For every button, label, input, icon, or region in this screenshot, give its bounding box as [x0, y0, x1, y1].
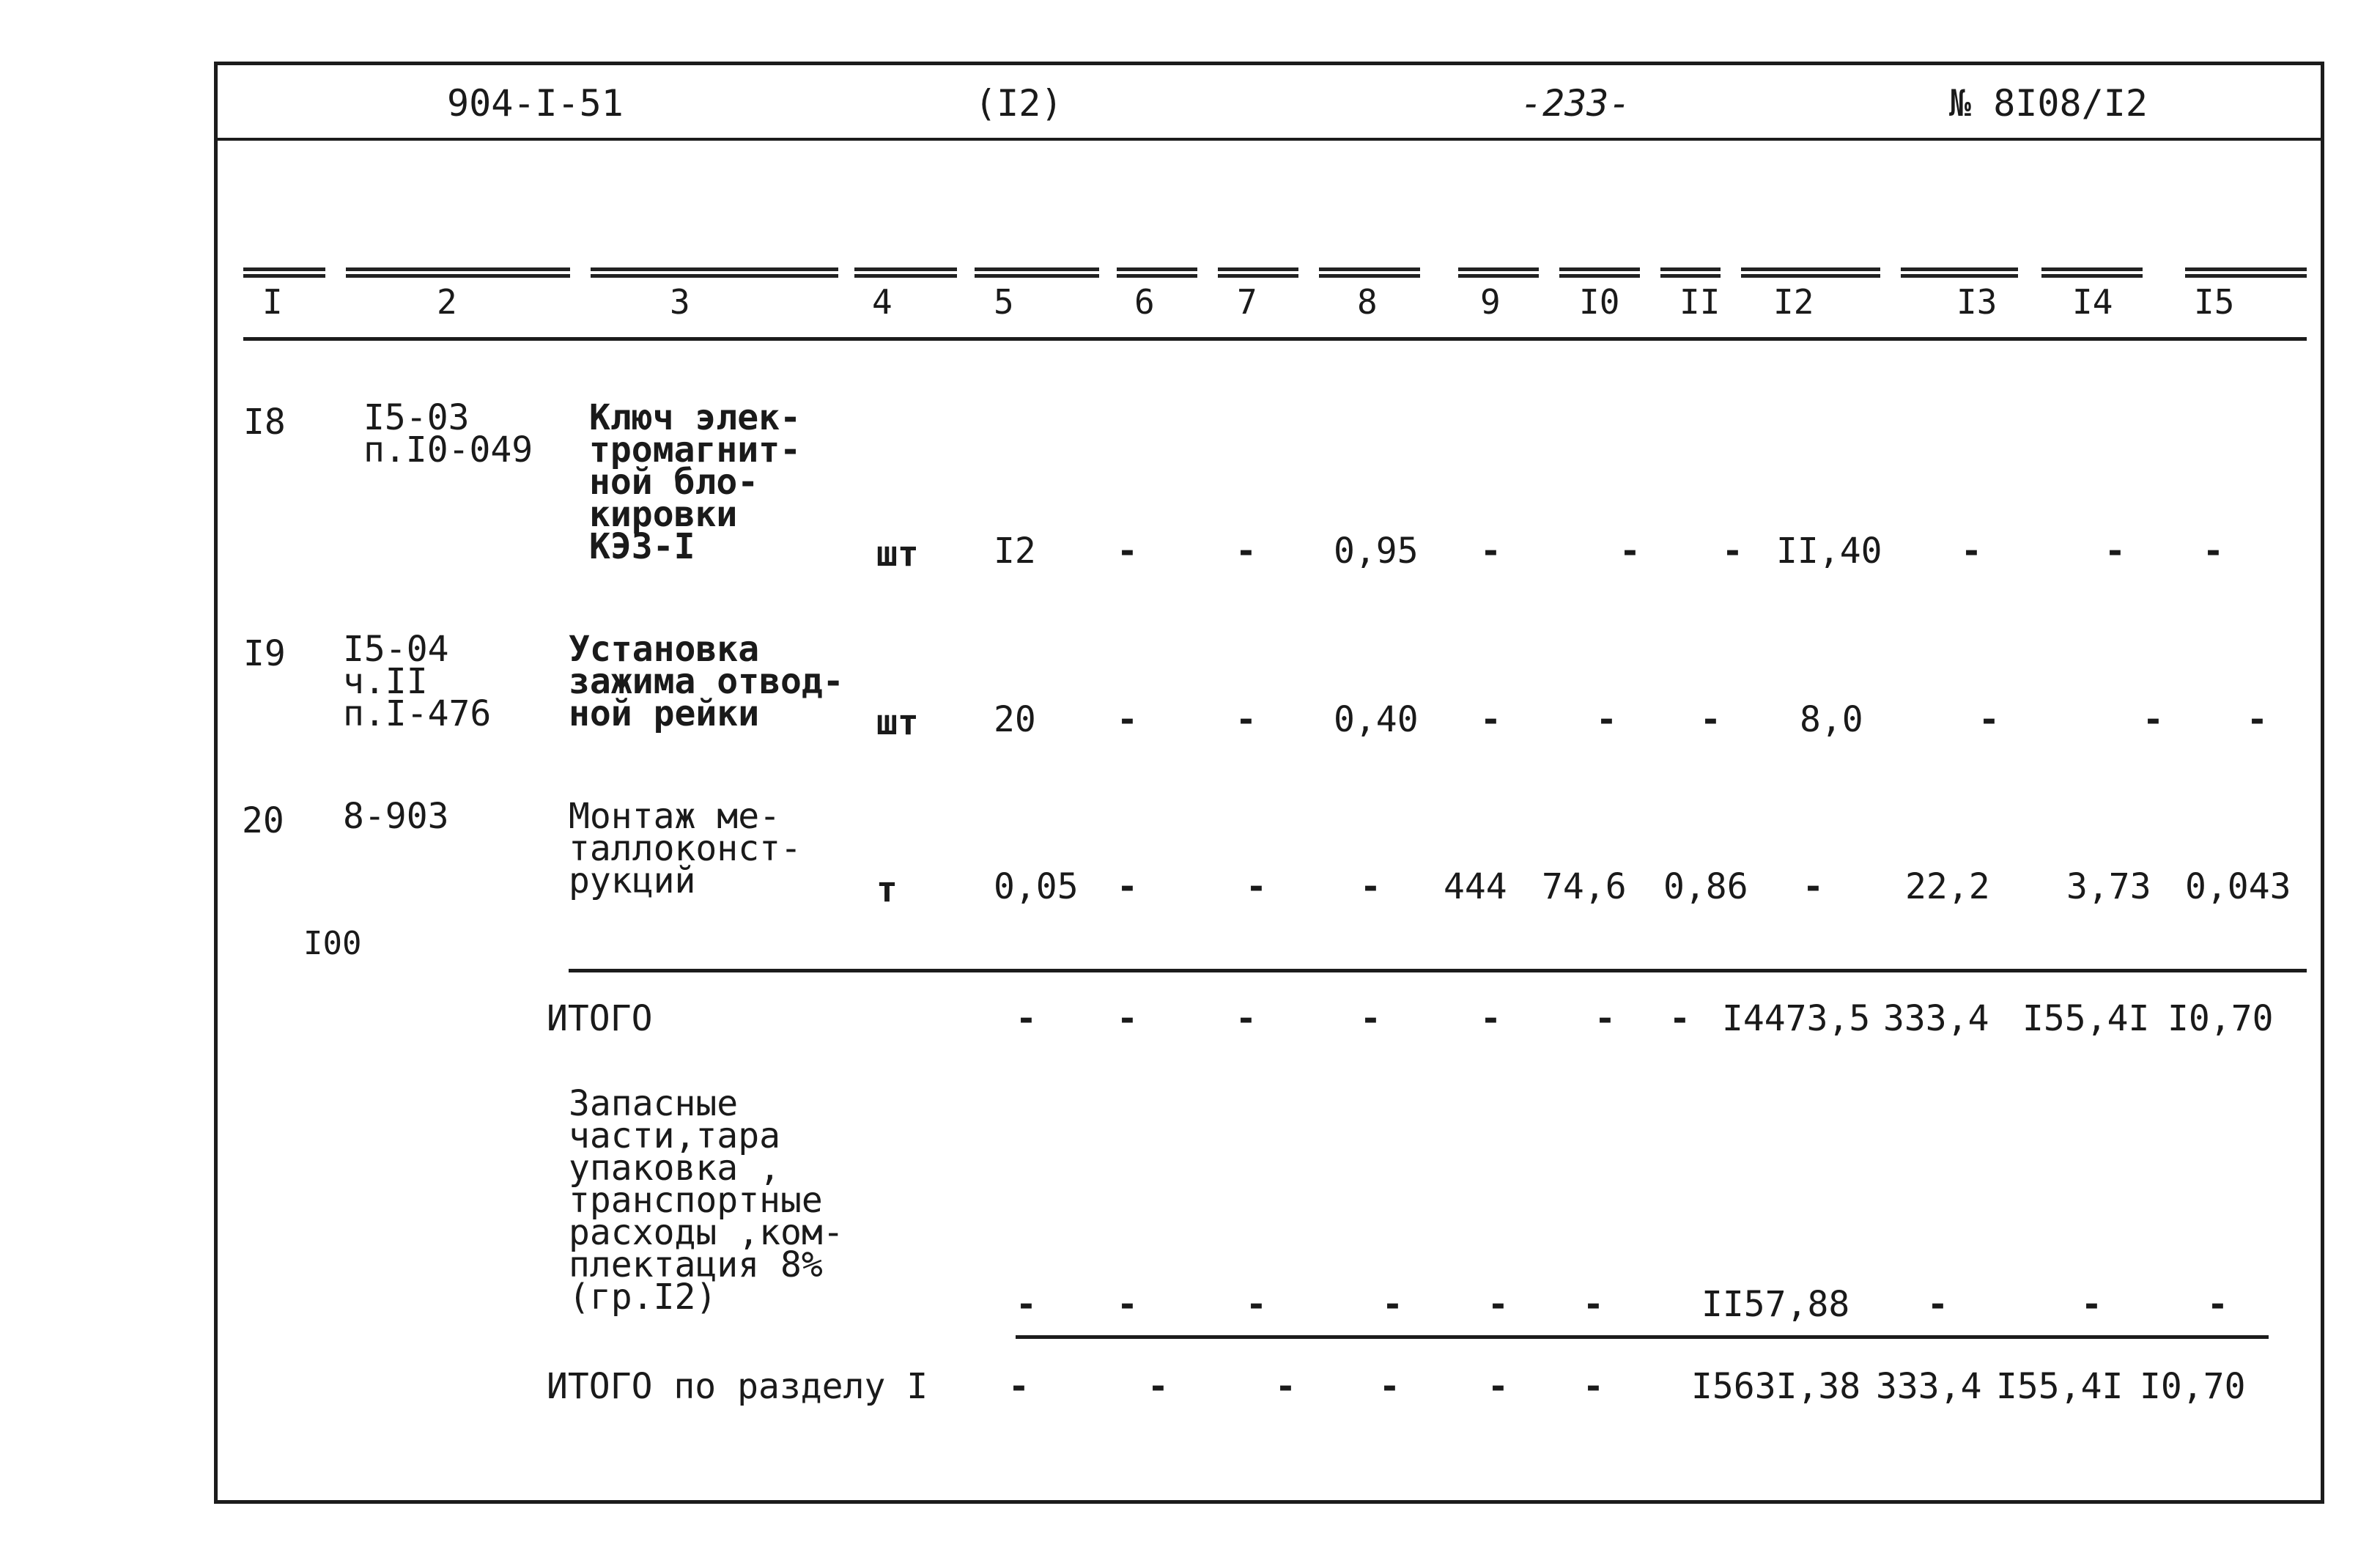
col-rule-6	[1117, 267, 1197, 278]
col-num-9: 9	[1480, 282, 1501, 322]
total-dash-6: -	[1117, 998, 1138, 1039]
section-c13: 333,4	[1876, 1366, 1982, 1407]
row-18-c13: -	[1961, 531, 1982, 572]
total-c15: I0,70	[2168, 998, 2274, 1039]
col-num-10: I0	[1579, 282, 1620, 322]
col-num-8: 8	[1357, 282, 1378, 322]
spares-dash-6: -	[1117, 1284, 1138, 1325]
row-19-c12: 8,0	[1800, 699, 1863, 740]
col-rule-14	[2041, 267, 2143, 278]
col-rule-5	[975, 267, 1099, 278]
total-c12: I4473,5	[1722, 998, 1871, 1039]
column-header-rule	[243, 337, 2307, 341]
spares-c12: II57,88	[1701, 1284, 1850, 1325]
spares-dash-8: -	[1382, 1284, 1403, 1325]
section-dash-7: -	[1275, 1366, 1296, 1407]
row-18-c6: -	[1117, 531, 1138, 572]
col-num-3: 3	[670, 282, 690, 322]
total-c14: I55,4I	[2022, 998, 2150, 1039]
row-20-code: 8-903	[343, 796, 449, 837]
row-19-c15: -	[2247, 699, 2268, 740]
section-dash-8: -	[1379, 1366, 1400, 1407]
col-num-4: 4	[872, 282, 892, 322]
col-num-15: I5	[2194, 282, 2235, 322]
total-dash-10: -	[1594, 998, 1616, 1039]
spares-label: Запасные части,тара упаковка , транспортные расходы ,ком- плектация 8% (гр.I2)	[569, 1083, 844, 1318]
section-c14: I55,4I	[1996, 1366, 2124, 1407]
row-19-num: I9	[243, 633, 286, 674]
col-rule-7	[1218, 267, 1298, 278]
col-num-6: 6	[1134, 282, 1155, 322]
row-18-c10: -	[1619, 531, 1641, 572]
col-rule-9	[1458, 267, 1539, 278]
row-20-name: Монтаж ме- таллоконст- рукций	[569, 796, 802, 901]
section-total-rule	[1016, 1335, 2269, 1339]
row-19-code: I5-04 ч.II п.I-476	[343, 629, 492, 734]
row-19-c7: -	[1235, 699, 1257, 740]
row-20-c15: 0,043	[2185, 866, 2291, 907]
col-num-2: 2	[437, 282, 457, 322]
col-rule-2	[346, 267, 570, 278]
col-rule-8	[1319, 267, 1420, 278]
col-rule-12	[1741, 267, 1880, 278]
row-19-c9: -	[1480, 699, 1501, 740]
margin-note: I00	[303, 925, 362, 962]
col-rule-4	[854, 267, 957, 278]
row-18-num: I8	[243, 402, 286, 443]
col-rule-1	[243, 267, 325, 278]
section-c12: I563I,38	[1691, 1366, 1861, 1407]
col-rule-10	[1559, 267, 1640, 278]
spares-dash-7: -	[1246, 1284, 1267, 1325]
spares-dash-10: -	[1583, 1284, 1604, 1325]
section-dash-6: -	[1148, 1366, 1169, 1407]
section-c15: I0,70	[2140, 1366, 2246, 1407]
col-num-13: I3	[1956, 282, 1998, 322]
row-18-c15: -	[2203, 531, 2224, 572]
row-18-c9: -	[1480, 531, 1501, 572]
row-18-c11: -	[1722, 531, 1743, 572]
row-19-c13: -	[1978, 699, 2000, 740]
row-20-num: 20	[242, 800, 284, 841]
row-18-unit: шт	[876, 534, 919, 575]
row-18-c7: -	[1235, 531, 1257, 572]
sheet-number: (I2)	[975, 82, 1063, 125]
row-19-c10: -	[1596, 699, 1617, 740]
col-rule-3	[591, 267, 838, 278]
row-20-c10: 74,6	[1542, 866, 1627, 907]
row-20-c6: -	[1117, 866, 1138, 907]
page-number: -233-	[1520, 82, 1631, 125]
row-20-c11: 0,86	[1663, 866, 1748, 907]
subtotal-rule	[569, 969, 2307, 972]
row-19-c8: 0,40	[1334, 699, 1419, 740]
album-number: № 8I08/I2	[1949, 82, 2148, 125]
row-18-c14: -	[2104, 531, 2126, 572]
col-rule-13	[1901, 267, 2018, 278]
total-dash-8: -	[1360, 998, 1381, 1039]
row-19-name: Установка зажима отвод- ной рейки	[569, 629, 844, 734]
row-20-unit: т	[876, 869, 898, 910]
section-total-label: ИТОГО по разделу I	[547, 1366, 928, 1407]
total-dash-11: -	[1669, 998, 1690, 1039]
row-20-c13: 22,2	[1905, 866, 1990, 907]
col-num-1: I	[262, 282, 283, 322]
header-divider	[218, 138, 2321, 141]
row-19-c11: -	[1700, 699, 1721, 740]
row-20-c5: 0,05	[994, 866, 1079, 907]
row-18-c12: II,40	[1776, 531, 1882, 572]
col-num-11: II	[1679, 282, 1721, 322]
section-dash-9: -	[1488, 1366, 1509, 1407]
row-18-c5: I2	[994, 531, 1036, 572]
row-20-c14: 3,73	[2066, 866, 2151, 907]
row-20-c7: -	[1246, 866, 1267, 907]
total-c13: 333,4	[1883, 998, 1989, 1039]
spares-dash-9: -	[1488, 1284, 1509, 1325]
row-20-c12: -	[1803, 866, 1824, 907]
row-20-c8: -	[1360, 866, 1381, 907]
total-dash-9: -	[1480, 998, 1501, 1039]
row-18-c8: 0,95	[1334, 531, 1419, 572]
col-rule-15	[2185, 267, 2307, 278]
row-18-name: Ключ элек- тромагнит- ной бло- кировки КЭЗ-I	[589, 397, 801, 567]
spares-c14: -	[2081, 1284, 2102, 1325]
col-rule-11	[1660, 267, 1721, 278]
spares-c13: -	[1927, 1284, 1948, 1325]
row-19-c6: -	[1117, 699, 1138, 740]
total-label: ИТОГО	[547, 998, 653, 1039]
page-frame	[214, 62, 2324, 1504]
section-dash-5: -	[1008, 1366, 1030, 1407]
col-num-7: 7	[1237, 282, 1257, 322]
spares-c15: -	[2207, 1284, 2228, 1325]
col-num-14: I4	[2072, 282, 2113, 322]
section-dash-10: -	[1583, 1366, 1604, 1407]
row-19-c14: -	[2143, 699, 2164, 740]
col-num-12: I2	[1773, 282, 1814, 322]
row-19-c5: 20	[994, 699, 1036, 740]
spares-dash-5: -	[1016, 1284, 1037, 1325]
doc-code: 904-I-51	[447, 82, 624, 125]
row-19-unit: шт	[876, 702, 919, 743]
total-dash-5: -	[1016, 998, 1037, 1039]
col-num-5: 5	[994, 282, 1014, 322]
total-dash-7: -	[1235, 998, 1257, 1039]
row-18-code: I5-03 п.I0-049	[363, 397, 533, 470]
row-20-c9: 444	[1444, 866, 1507, 907]
